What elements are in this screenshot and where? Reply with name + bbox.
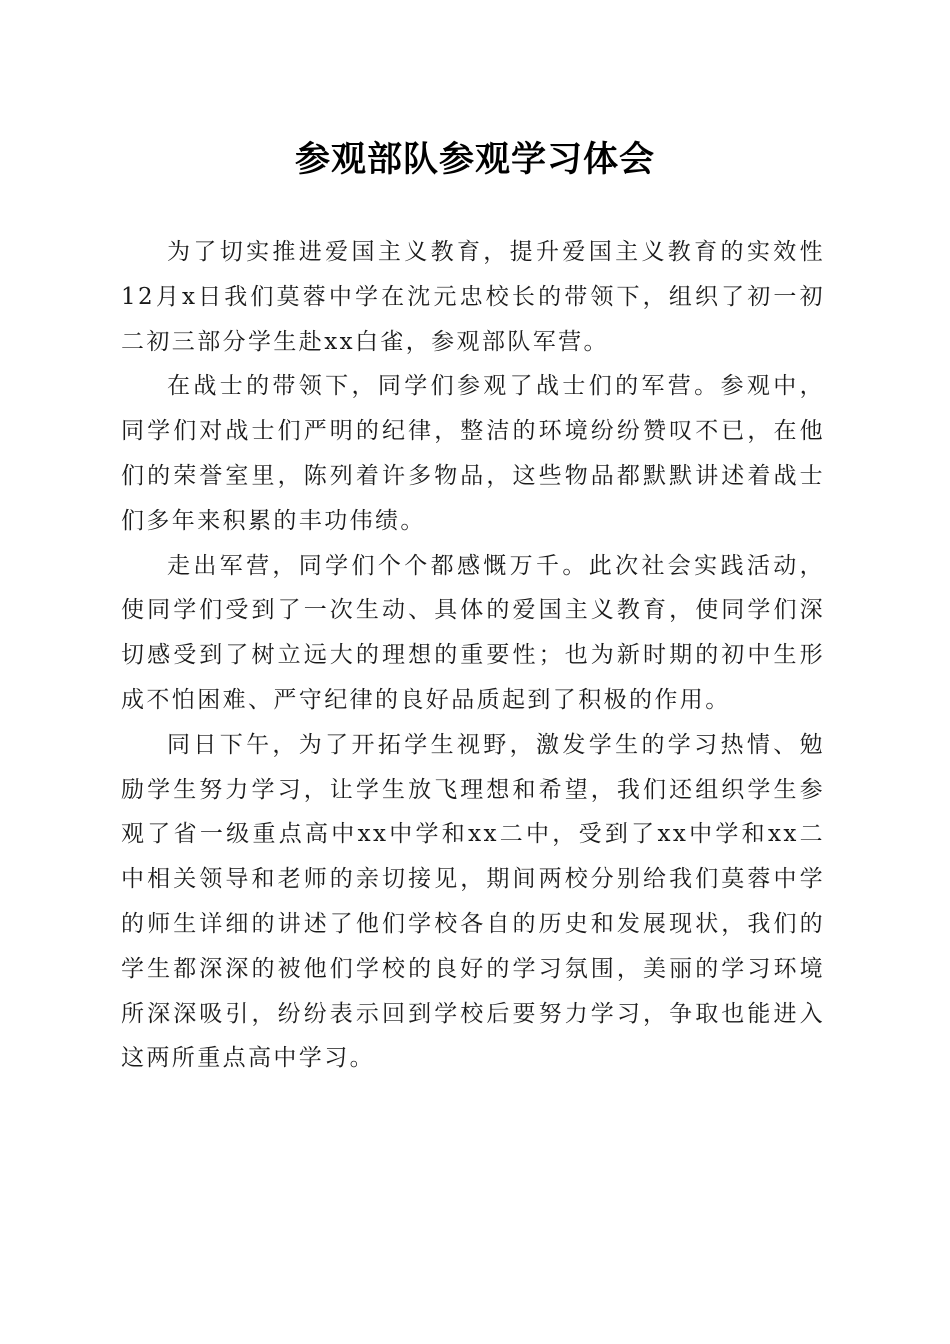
document-body [121, 230, 825, 1081]
document-title: 参观部队参观学习体会 [294, 139, 655, 180]
paragraph: 同日下午，为了开拓学生视野，激发学生的学习热情、勉励学生努力学习，让学生放飞理想和希望，我们还组织学生参观了省一级重点高中xx中学和xx二中，受到了xx中学和xx二中相关领导和老师的亲切接见，期间两校分别给我们莫蓉中学的师生详细的讲述了他们学校各自的历史和发展现状，我们的学生都深深的被他们学校的良好的学习氛围，美丽的学习环境所深深吸引，纷纷表示回到学校后要努力学习，争取也能进入这两所重点高中学习。 [121, 731, 825, 1072]
paragraph: 走出军营，同学们个个都感慨万千。此次社会实践活动，使同学们受到了一次生动、具体的爱国主义教育，使同学们深切感受到了树立远大的理想的重要性；也为新时期的初中生形成不怕困难、严守纪律的良好品质起到了积极的作用。 [121, 552, 825, 713]
paragraph: 在战士的带领下，同学们参观了战士们的军营。参观中，同学们对战士们严明的纪律，整洁的环境纷纷赞叹不已，在他们的荣誉室里，陈列着许多物品，这些物品都默默讲述着战士们多年来积累的丰功伟绩。 [121, 373, 825, 534]
paragraph: 为了切实推进爱国主义教育，提升爱国主义教育的实效性12月x日我们莫蓉中学在沈元忠校长的带领下，组织了初一初二初三部分学生赴xx白雀，参观部队军营。 [121, 239, 825, 355]
